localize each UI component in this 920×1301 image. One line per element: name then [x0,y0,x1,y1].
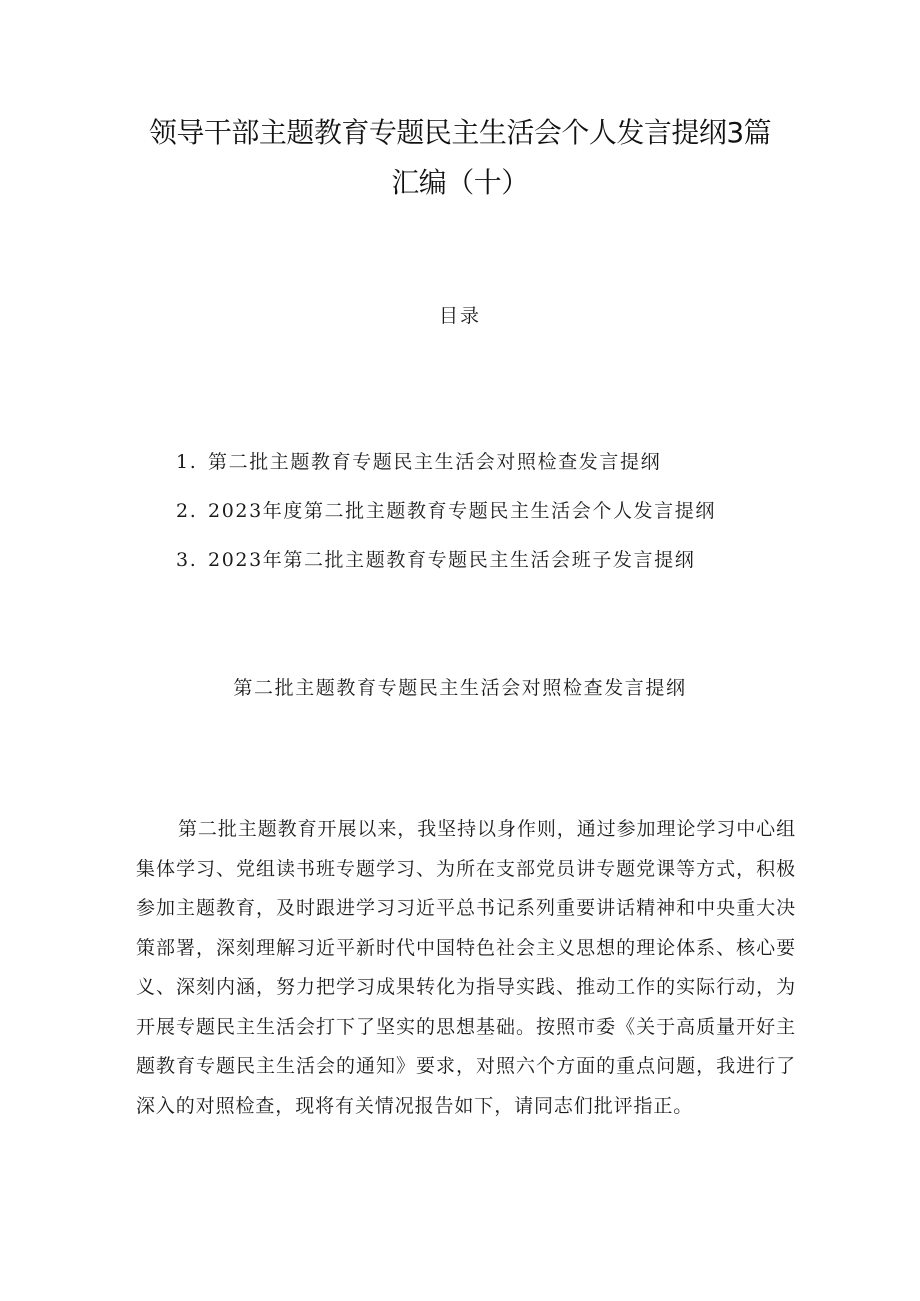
toc-item [176,536,816,585]
section-title: 第二批主题教育专题民主生活会对照检查发言提纲 [233,677,687,699]
toc-heading: 目录 [438,305,481,327]
table-of-contents [176,438,816,585]
toc-item-number: 2. [176,500,198,522]
toc-item-number: 3. [176,549,198,571]
toc-item [176,438,816,487]
body-paragraph: 第二批主题教育开展以来，我坚持以身作则，通过参加理论学习中心组集体学习、党组读书班专题学习、为所在支部党员讲专题党课等方式，积极参加主题教育，及时跟进学习习近平总书记系列重要讲话精神和中央重大决策部署，深刻理解习近平新时代中国特色社会主义思想的理论体系、核心要义、深刻内涵，努力把学习成果转化为指导实践、推动工作的实际行动，为开展专题民主生活会打下了坚实的思想基础。按照市委《关于高质量开好主题教育专题民主生活会的通知》要求，对照六个方面的重点问题，我进行了深入的对照检查，现将有关情况报告如下，请同志们批评指正。 [136,818,796,1117]
toc-item [176,487,816,536]
toc-item-text: 2023年度第二批主题教育专题民主生活会个人发言提纲 [208,500,716,522]
document-title-line-2: 汇编（十） [391,166,529,199]
toc-item-text: 第二批主题教育专题民主生活会对照检查发言提纲 [208,451,662,473]
toc-item-number: 1. [176,451,198,473]
document-title [0,108,920,208]
document-title-line-1: 领导干部主题教育专题民主生活会个人发言提纲3篇 [148,116,772,149]
toc-item-text: 2023年第二批主题教育专题民主生活会班子发言提纲 [208,549,696,571]
